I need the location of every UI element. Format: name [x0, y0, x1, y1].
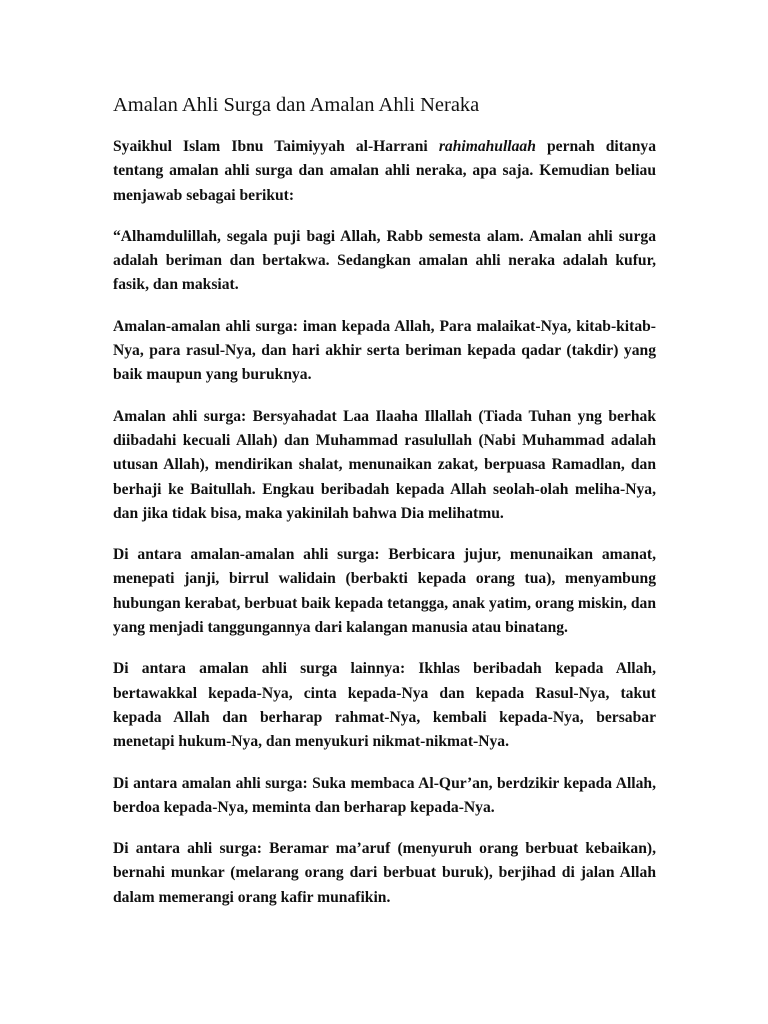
- intro-text-end: pernah ditanya tentang amalan ahli surga dan amalan ahli neraka, apa saja. Kemudian beliau menjawab sebagai berikut:: [113, 138, 656, 204]
- intro-paragraph: [113, 135, 656, 208]
- paragraph-5: Di antara amalan ahli surga lainnya: Ikhlas beribadah kepada Allah, bertawakkal kepada-Nya, cinta kepada-Nya dan kepada Rasul-Nya, takut kepada Allah dan berharap rahmat-Nya, kembali kepada-Nya, bersabar menetapi hukum-Nya, dan menyukuri nikmat-nikmat-Nya.: [113, 660, 656, 751]
- paragraph-6: Di antara amalan ahli surga: Suka membaca Al-Qur’an, berdzikir kepada Allah, berdoa kepada-Nya, meminta dan berharap kepada-Nya.: [113, 774, 656, 816]
- paragraph-1: “Alhamdulillah, segala puji bagi Allah, Rabb semesta alam. Amalan ahli surga adalah beriman dan bertakwa. Sedangkan amalan ahli neraka adalah kufur, fasik, dan maksiat.: [113, 227, 656, 294]
- document-page: [113, 92, 656, 927]
- intro-text-start: Syaikhul Islam Ibnu Taimiyyah al-Harrani: [113, 138, 439, 155]
- paragraph-4: Di antara amalan-amalan ahli surga: Berbicara jujur, menunaikan amanat, menepati janji, birrul walidain (berbakti kepada orang tua), menyambung hubungan kerabat, berbuat baik kepada tetangga, anak yatim, orang miskin, dan yang menjadi tanggungannya dari kalangan manusia atau binatang.: [113, 546, 656, 637]
- paragraph-3: Amalan ahli surga: Bersyahadat Laa Ilaaha Illallah (Tiada Tuhan yng berhak diibadahi kecuali Allah) dan Muhammad rasulullah (Nabi Muhammad adalah utusan Allah), mendirikan shalat, menunaikan zakat, berpuasa Ramadlan, dan berhaji ke Baitullah. Engkau beribadah kepada Allah seolah-olah meliha-Nya, dan jika tidak bisa, maka yakinilah bahwa Dia melihatmu.: [113, 407, 656, 522]
- paragraph-7: Di antara ahli surga: Beramar ma’aruf (menyuruh orang berbuat kebaikan), bernahi munkar (melarang orang dari berbuat buruk), berjihad di jalan Allah dalam memerangi orang kafir munafikin.: [113, 840, 656, 906]
- intro-honorific: rahimahullaah: [438, 138, 536, 155]
- paragraph-2: Amalan-amalan ahli surga: iman kepada Allah, Para malaikat-Nya, kitab-kitab-Nya, para rasul-Nya, dan hari akhir serta beriman kepada qadar (takdir) yang baik maupun yang buruknya.: [113, 317, 656, 384]
- page-title: Amalan Ahli Surga dan Amalan Ahli Neraka: [113, 94, 480, 116]
